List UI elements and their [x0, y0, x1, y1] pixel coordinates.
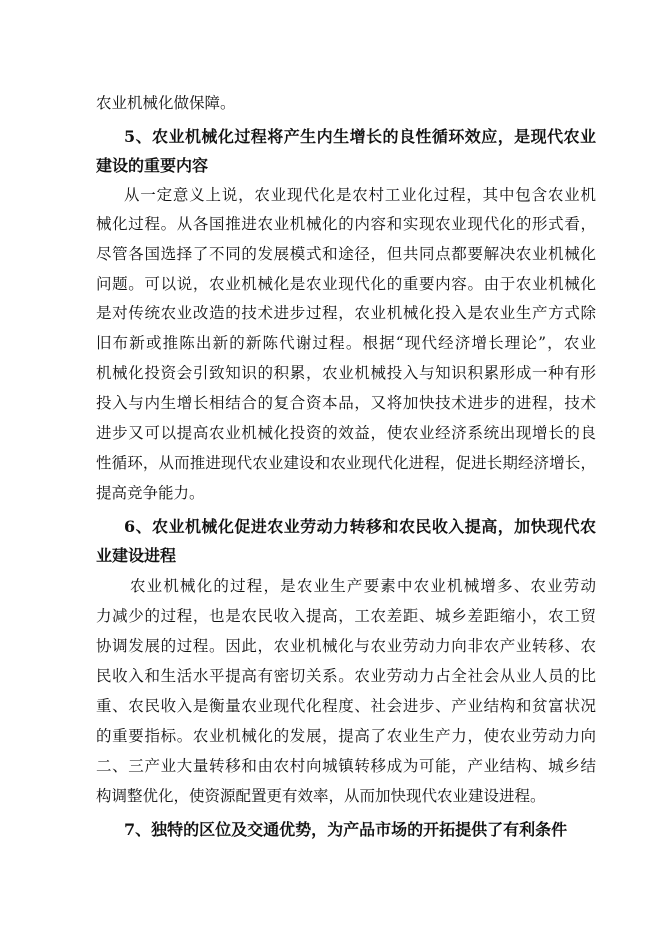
paragraph-line: 是对传统农业改造的技术进步过程，农业机械化投入是农业生产方式除	[96, 304, 596, 322]
paragraph-line: 机械化投资会引致知识的积累，农业机械投入与知识积累形成一种有形	[96, 364, 596, 382]
paragraph-line: 民收入和生活水平提高有密切关系。农业劳动力占全社会从业人员的比	[96, 667, 596, 685]
paragraph-line: 二、三产业大量转移和由农村向城镇转移成为可能，产业结构、城乡结	[96, 757, 596, 775]
section-heading-6-cont: 业建设进程	[96, 546, 177, 565]
paragraph-line: 从一定意义上说，农业现代化是农村工业化过程，其中包含农业机	[124, 186, 596, 204]
paragraph-line: 投入与内生增长相结合的复合资本品，又将加快技术进步的进程，技术	[96, 394, 596, 412]
paragraph-line: 旧布新或推陈出新的新陈代谢过程。根据“现代经济增长理论”，农业	[96, 334, 596, 352]
paragraph-line: 进步又可以提高农业机械化投资的效益，使农业经济系统出现增长的良	[96, 424, 596, 442]
paragraph-line: 力减少的过程，也是农民收入提高，工农差距、城乡差距缩小，农工贸	[96, 607, 596, 625]
paragraph-line: 农业机械化的过程，是农业生产要素中农业机械增多、农业劳动	[130, 577, 596, 595]
section-heading-7: 7、独特的区位及交通优势，为产品市场的开拓提供了有利条件	[124, 820, 568, 839]
section-heading-6: 6、农业机械化促进农业劳动力转移和农民收入提高，加快现代农	[124, 517, 596, 536]
paragraph-line: 问题。可以说，农业机械化是农业现代化的重要内容。由于农业机械化	[96, 275, 596, 293]
paragraph-line: 协调发展的过程。因此，农业机械化与农业劳动力向非农产业转移、农	[96, 637, 596, 655]
paragraph-line: 性循环，从而推进现代农业建设和农业现代化进程，促进长期经济增长，	[96, 454, 596, 472]
paragraph-line: 重、农民收入是衡量农业现代化程度、社会进步、产业结构和贫富状况	[96, 697, 596, 715]
paragraph-line: 尽管各国选择了不同的发展模式和途径，但共同点都要解决农业机械化	[96, 245, 596, 263]
section-heading-5: 5、农业机械化过程将产生内生增长的良性循环效应，是现代农业	[124, 127, 596, 146]
paragraph-line: 的重要指标。农业机械化的发展，提高了农业生产力，使农业劳动力向	[96, 727, 596, 745]
text-line: 农业机械化做保障。	[96, 94, 236, 112]
paragraph-line: 提高竞争能力。	[96, 484, 205, 502]
paragraph-line: 械化过程。从各国推进农业机械化的内容和实现农业现代化的形式看，	[96, 215, 596, 233]
paragraph-line: 构调整优化，使资源配置更有效率，从而加快现代农业建设进程。	[96, 787, 546, 805]
section-heading-5-cont: 建设的重要内容	[96, 156, 209, 175]
